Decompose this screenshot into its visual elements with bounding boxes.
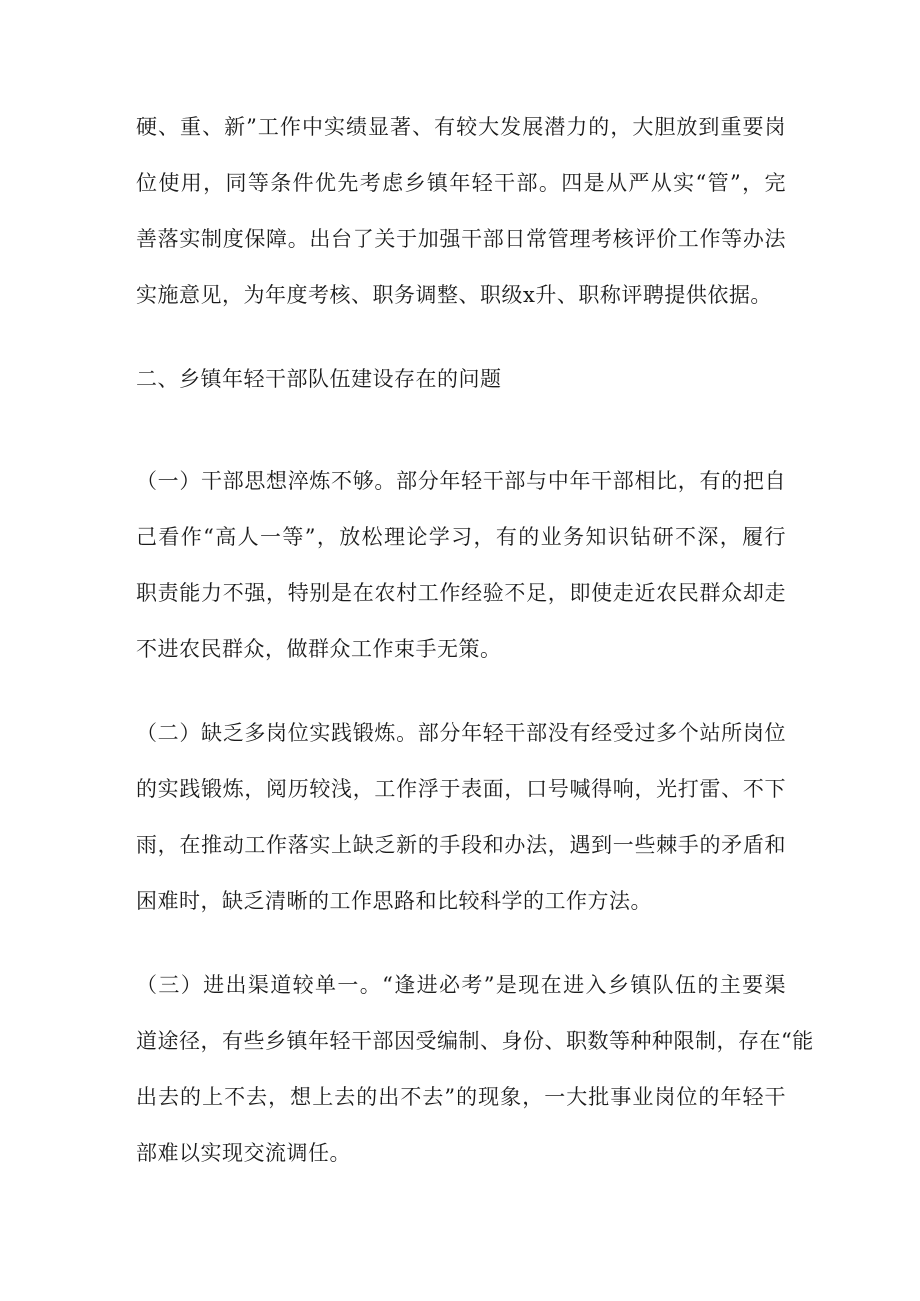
paragraph-line: （二）缺乏多岗位实践锻炼。部分年轻干部没有经受过多个站所岗位 (136, 721, 786, 745)
section-heading: 二、乡镇年轻干部队伍建设存在的问题 (136, 367, 502, 391)
paragraph-line: （一）干部思想淬炼不够。部分年轻干部与中年干部相比，有的把自 (136, 469, 786, 493)
paragraph-line: 实施意见，为年度考核、职务调整、职级x升、职称评聘提供依据。 (136, 283, 772, 307)
paragraph-line: 雨，在推动工作落实上缺乏新的手段和办法，遇到一些棘手的矛盾和 (136, 833, 786, 857)
paragraph-line: 的实践锻炼，阅历较浅，工作浮于表面，口号喊得响，光打雷、不下 (136, 777, 786, 801)
paragraph-line: 不进农民群众，做群众工作束手无策。 (136, 637, 502, 661)
paragraph-line: （三）进出渠道较单一。“逢进必考”是现在进入乡镇队伍的主要渠 (136, 973, 786, 997)
paragraph-line: 道途径，有些乡镇年轻干部因受编制、身份、职数等种种限制，存在“能 (136, 1029, 814, 1053)
paragraph-line: 困难时，缺乏清晰的工作思路和比较科学的工作方法。 (136, 889, 652, 913)
paragraph-line: 己看作“高人一等”，放松理论学习，有的业务知识钻研不深，履行 (136, 525, 786, 549)
paragraph-line: 位使用，同等条件优先考虑乡镇年轻干部。四是从严从实“管”，完 (136, 171, 786, 195)
paragraph-line: 善落实制度保障。出台了关于加强干部日常管理考核评价工作等办法 (136, 227, 786, 251)
paragraph-line: 部难以实现交流调任。 (136, 1141, 351, 1165)
paragraph-line: 硬、重、新”工作中实绩显著、有较大发展潜力的，大胆放到重要岗 (136, 115, 786, 139)
paragraph-line: 出去的上不去，想上去的出不去”的现象，一大批事业岗位的年轻干 (136, 1085, 786, 1109)
paragraph-line: 职责能力不强，特别是在农村工作经验不足，即使走近农民群众却走 (136, 581, 786, 605)
